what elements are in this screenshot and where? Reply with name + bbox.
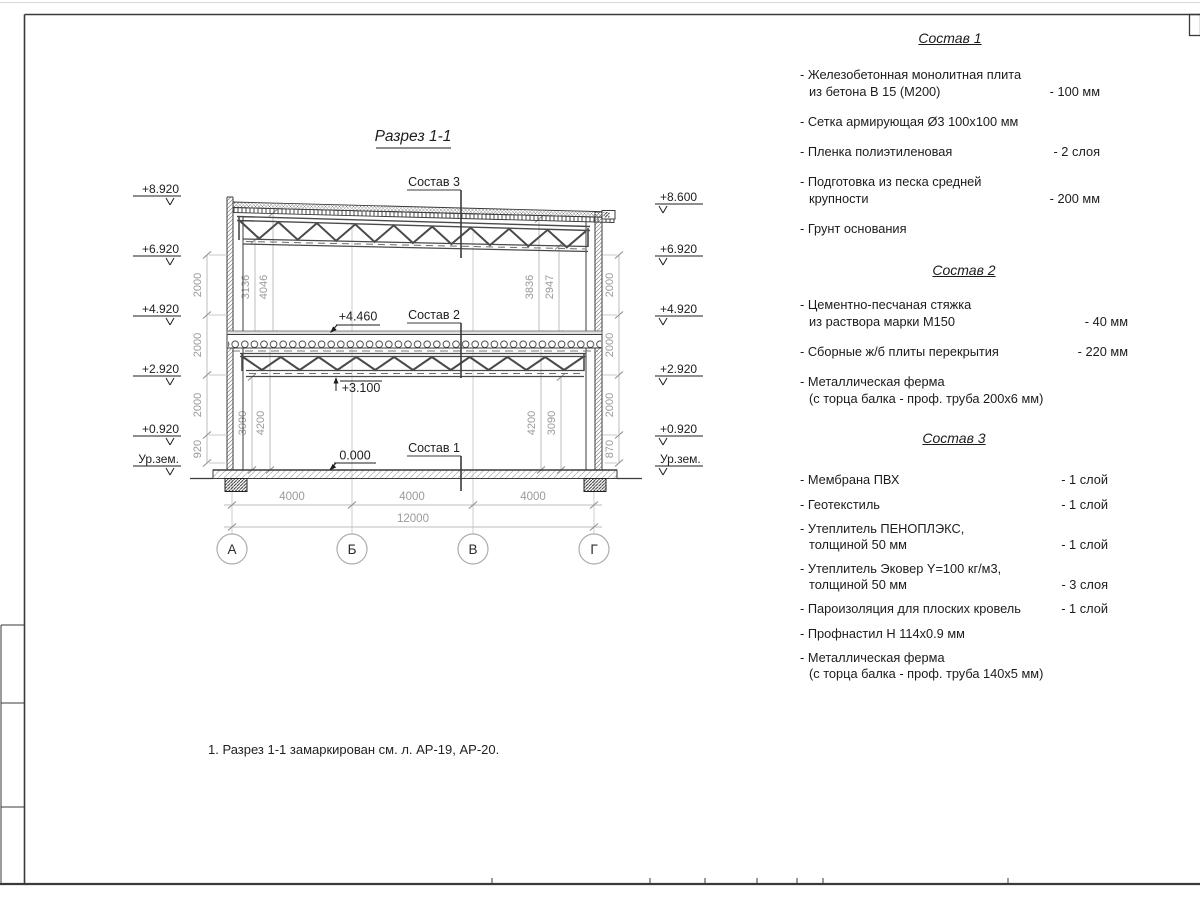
elevation-label: +8.920 <box>141 182 179 196</box>
chain-dim-label: 920 <box>192 439 204 459</box>
spec-item-value: - 220 мм <box>1077 344 1128 359</box>
spec-item: - Цементно-песчаная стяжка из раствора марки М150 - 40 мм <box>800 297 1128 329</box>
drawing-title <box>375 128 452 148</box>
elevation-label: +0.920 <box>141 422 179 436</box>
chain-dim-label: 2000 <box>192 332 204 358</box>
floor-assembly <box>227 331 602 351</box>
elevation-labels-right <box>660 190 701 466</box>
axis-label: Б <box>347 542 357 557</box>
spec-list-sostav-1 <box>800 30 1100 250</box>
spec-item: - Подготовка из песка средней крупности - 200 мм <box>800 174 1100 206</box>
spec-list-sostav-3 <box>800 430 1108 690</box>
chain-dim-label: 2000 <box>192 272 204 298</box>
elevation-labels-left <box>138 182 179 466</box>
level-callout: 0.000 <box>339 448 371 463</box>
span-dim-label: 4000 <box>520 491 546 503</box>
spec-list-sostav-2 <box>800 262 1128 420</box>
inner-dim-label: 3090 <box>237 410 249 436</box>
left-margin-boxes <box>1 625 24 884</box>
level-callout: +3.100 <box>341 381 381 395</box>
axis-label: В <box>468 542 478 557</box>
chain-dim-label: 2000 <box>604 392 616 418</box>
spec-item-value: - 1 слой <box>1061 472 1108 487</box>
sheet-note: 1. Разрез 1-1 замаркирован см. л. АР-19, АР-20. <box>208 742 500 757</box>
grid-lines <box>232 222 594 534</box>
axis-bubbles <box>217 534 609 564</box>
elevation-label: +0.920 <box>660 422 698 436</box>
total-dim-label: 12000 <box>397 513 429 525</box>
inner-dim-label: 4200 <box>255 410 267 436</box>
spec-item: - Мембрана ПВХ - 1 слой <box>800 472 1108 487</box>
composition-label: Состав 1 <box>408 441 460 455</box>
roof-truss <box>237 217 590 252</box>
inner-dim-label: 3836 <box>524 274 536 300</box>
spec-item: - Металлическая ферма (с торца балка - проф. труба 200х6 мм) <box>800 374 1044 406</box>
elevation-label: +2.920 <box>141 362 179 376</box>
bottom-dimensions <box>224 491 602 531</box>
elevation-label: +2.920 <box>660 362 698 376</box>
spec-item: - Утеплитель Эковер Y=100 кг/м3, толщиной 50 мм - 3 слоя <box>800 561 1108 592</box>
axis-label: Г <box>590 542 598 557</box>
elevation-label: +4.920 <box>660 302 698 316</box>
spec-item: - Пароизоляция для плоских кровель - 1 слой <box>800 601 1108 616</box>
spec-item-value: - 1 слой <box>1061 536 1108 552</box>
spec-item: - Сетка армирующая Ø3 100х100 мм <box>800 114 1019 129</box>
spec-item-value: - 3 слоя <box>1061 576 1108 592</box>
dimension-chain-right <box>603 252 623 467</box>
elevation-label: +6.920 <box>141 242 179 256</box>
foundation-block <box>225 479 247 492</box>
spec-item: - Геотекстиль - 1 слой <box>800 496 1108 512</box>
inner-dim-label: 4046 <box>258 274 270 300</box>
chain-dim-label: 2000 <box>604 272 616 298</box>
axis-label: А <box>227 542 237 557</box>
chain-dim-label: 2000 <box>604 332 616 358</box>
spec-item: - Железобетонная монолитная плита из бетона В 15 (М200) - 100 мм <box>800 67 1100 99</box>
spec-item-value: - 2 слоя <box>1053 144 1100 159</box>
chain-dim-label: 870 <box>604 439 616 459</box>
floor-truss <box>240 354 586 377</box>
spec-item: - Утеплитель ПЕНОПЛЭКС, толщиной 50 мм - 1 слой <box>800 521 1108 552</box>
spec-item-value: - 1 слой <box>1061 601 1108 616</box>
dimension-chain-left <box>192 252 227 467</box>
spec-title: Состав 3 <box>922 430 986 446</box>
composition-label: Состав 2 <box>408 308 460 322</box>
inner-dim-label: 2947 <box>544 274 556 300</box>
spec-title: Состав 2 <box>932 262 996 278</box>
page-title: Разрез 1-1 <box>374 128 452 145</box>
foundation-block <box>584 479 606 492</box>
composition-label: Состав 3 <box>408 175 460 189</box>
elevation-label: +8.600 <box>660 190 698 204</box>
spec-item: - Профнастил Н 114х0.9 мм <box>800 625 965 641</box>
span-dim-label: 4000 <box>279 491 305 503</box>
inner-dim-label: 4200 <box>526 410 538 436</box>
spec-item: - Металлическая ферма (с торца балка - проф. труба 140х5 мм) <box>800 650 1044 681</box>
spec-item: - Пленка полиэтиленовая - 2 слоя <box>800 144 1100 159</box>
spec-title: Состав 1 <box>918 30 982 46</box>
chain-dim-label: 2000 <box>192 392 204 418</box>
spec-item-value: - 1 слой <box>1061 496 1108 512</box>
span-dim-label: 4000 <box>399 491 425 503</box>
elevation-label: Ур.зем. <box>138 452 179 466</box>
elevation-label: +4.920 <box>141 302 179 316</box>
spec-item: - Грунт основания <box>800 221 907 236</box>
elevation-label: +6.920 <box>660 242 698 256</box>
spec-item: - Сборные ж/б плиты перекрытия - 220 мм <box>800 344 1128 359</box>
spec-item-value: - 40 мм <box>1084 314 1128 329</box>
elevation-label: Ур.зем. <box>660 452 701 466</box>
inner-dim-label: 3090 <box>546 410 558 436</box>
ground-slab <box>190 470 642 492</box>
inner-dim-label: 3136 <box>240 274 252 300</box>
roof-assembly <box>233 202 615 223</box>
spec-item-value: - 100 мм <box>1049 84 1100 99</box>
level-callout: +4.460 <box>338 309 378 324</box>
corner-stamp-box <box>1190 15 1200 36</box>
spec-item-value: - 200 мм <box>1049 191 1100 206</box>
